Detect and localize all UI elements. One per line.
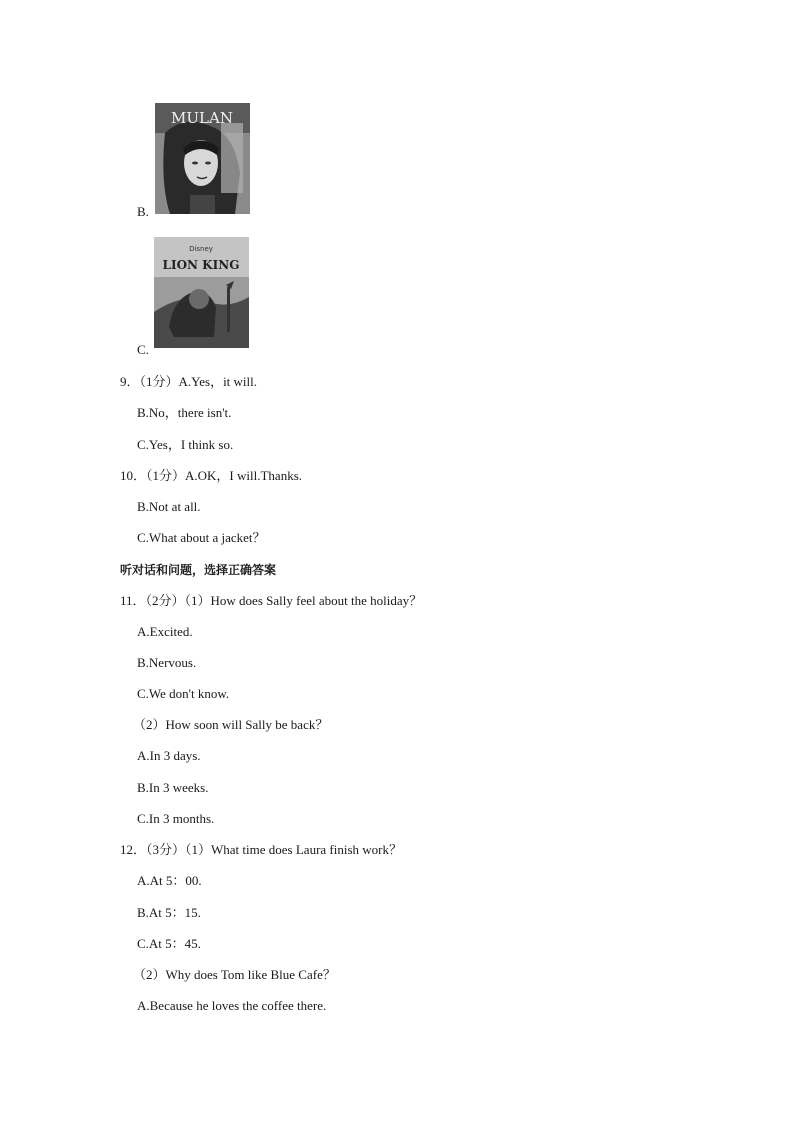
question-11-sub-2-option-a: A.In 3 days. bbox=[137, 748, 201, 763]
question-12-sub-1-option-c: C.At 5：45. bbox=[137, 936, 201, 951]
question-11-sub-2: （2）How soon will Sally be back？ bbox=[133, 717, 329, 732]
question-11-sub-1-option-a: A.Excited. bbox=[137, 624, 193, 639]
question-10-option-a: A.OK，I will.Thanks. bbox=[185, 468, 303, 483]
lion-king-poster-brand: Disney bbox=[189, 245, 213, 253]
question-9-option-c: C.Yes，I think so. bbox=[137, 437, 234, 452]
question-12-sub-2: （2）Why does Tom like Blue Cafe？ bbox=[133, 967, 336, 982]
option-b-label: B. bbox=[137, 204, 149, 219]
question-12-sub-1-option-b: B.At 5：15. bbox=[137, 905, 201, 920]
question-10-option-b: B.Not at all. bbox=[137, 499, 201, 514]
section-heading: 听对话和问题，选择正确答案 bbox=[120, 563, 277, 577]
question-11-sub-1-option-b: B.Nervous. bbox=[137, 655, 197, 670]
mulan-poster-title: MULAN bbox=[171, 109, 233, 127]
question-10-number: 10．（1分） bbox=[120, 468, 186, 483]
question-11-number: 11．（2分） bbox=[120, 593, 185, 608]
question-12-sub-1-option-a: A.At 5：00. bbox=[137, 873, 202, 888]
question-10-option-c: C.What about a jacket？ bbox=[137, 530, 266, 545]
question-9-option-a: A.Yes，it will. bbox=[178, 374, 258, 389]
lion-king-poster-image bbox=[154, 237, 249, 348]
question-9 bbox=[120, 374, 257, 390]
option-c-label: C. bbox=[137, 342, 149, 357]
question-11-sub-2-option-b: B.In 3 weeks. bbox=[137, 780, 209, 795]
question-12-sub-2-option-a: A.Because he loves the coffee there. bbox=[137, 998, 327, 1013]
question-12 bbox=[120, 842, 402, 858]
question-11-sub-1: （1）How does Sally feel about the holiday？ bbox=[184, 593, 423, 608]
question-11-sub-2-option-c: C.In 3 months. bbox=[137, 811, 215, 826]
lion-king-poster-title: LION KING bbox=[162, 258, 240, 272]
question-12-sub-1: （1）What time does Laura finish work？ bbox=[185, 842, 402, 857]
question-11-sub-1-option-c: C.We don't know. bbox=[137, 686, 230, 701]
question-12-number: 12．（3分） bbox=[120, 842, 186, 857]
question-9-option-b: B.No，there isn't. bbox=[137, 405, 232, 420]
question-11 bbox=[120, 593, 422, 609]
question-10 bbox=[120, 468, 302, 484]
mulan-poster-image bbox=[155, 103, 250, 214]
question-9-number: 9．（1分） bbox=[120, 374, 179, 389]
